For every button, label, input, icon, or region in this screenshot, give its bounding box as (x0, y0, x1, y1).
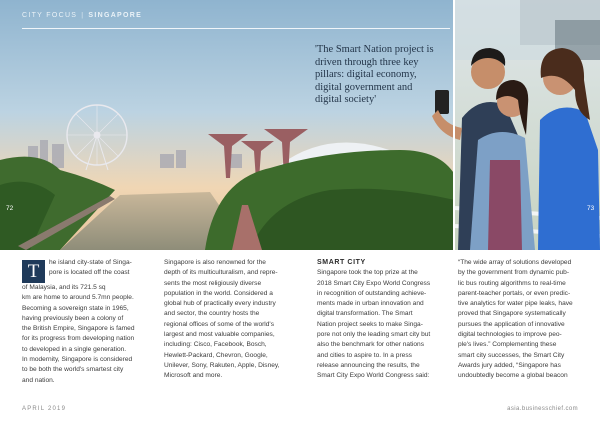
dropcap: T (22, 260, 45, 283)
text-line: pore not only the leading smart city but (317, 331, 431, 339)
text-line: Microsoft and more. (164, 372, 223, 380)
article-column-4 (458, 258, 583, 382)
text-line: by the government from dynamic pub- (458, 269, 570, 277)
text-line: global hub of practically every industry (164, 300, 276, 308)
text-line: Awards jury added, “Singapore has (458, 361, 561, 369)
text-line: population in the world. Considered a (164, 289, 273, 297)
text-line: depth of its multiculturalism, and repre- (164, 269, 278, 277)
text-line: pore is located off the coast (49, 269, 130, 277)
section-country: SINGAPORE (88, 12, 143, 19)
text-line: Nation project seeks to make Singa- (317, 320, 423, 328)
text-line: km are home to around 5.7mn people. (22, 294, 134, 302)
text-line: Becoming a sovereign state in 1965, (22, 304, 129, 312)
text-line: sents the most religiously diverse (164, 279, 262, 287)
text-line: including: Cisco, Facebook, Bosch, (164, 341, 267, 349)
text-line: lic bus routing algorithms to real-time (458, 279, 566, 287)
text-line: proved that Singapore systematically (458, 310, 566, 318)
text-line: and cities to aspire to. In a press (317, 351, 412, 359)
text-line: and nation. (22, 376, 55, 384)
text-line: ments made in urban innovation and (317, 300, 424, 308)
article-column-3 (317, 258, 442, 382)
text-line: undoubtedly become a global beacon (458, 372, 568, 380)
text-line: “The wide array of solutions developed (458, 259, 572, 266)
text-line: Hewlett-Packard, Chevron, Google, (164, 351, 268, 359)
text-line: Singapore took the top prize at the (317, 269, 418, 277)
page-number-right: 73 (587, 205, 595, 212)
text-line: ple's lives.” Complementing these (458, 341, 557, 349)
pull-quote: 'The Smart Nation project is driven through three key pillars: digital economy, digital government and digital society' (315, 44, 434, 106)
text-line: 2018 Smart City Expo World Congress (317, 279, 431, 287)
section-label (22, 12, 142, 19)
text-line: in recognition of outstanding achieve- (317, 289, 427, 297)
page-number-left: 72 (6, 205, 14, 212)
dropcap-paragraph (22, 258, 147, 283)
text-line: parent-teacher portals, or even predic- (458, 289, 571, 297)
text-line: and sector, the country hosts the (164, 310, 260, 318)
text-line: regional offices of some of the world's (164, 320, 274, 328)
text-line: pursues the application of innovative (458, 320, 565, 328)
text-line: for its progress from developing nation (22, 335, 135, 343)
section-name: CITY FOCUS (22, 12, 78, 19)
website-url: asia.businesschief.com (507, 406, 578, 412)
text-line: to developed in a single generation. (22, 345, 127, 353)
text-line: having previously been a colony of (22, 314, 124, 322)
text-line: Smart City Expo World Congress said: (317, 372, 430, 380)
text-line: the British Empire, Singapore is famed (22, 325, 135, 333)
text-line: In modernity, Singapore is considered (22, 356, 133, 364)
article-column-2 (164, 258, 289, 382)
issue-date: APRIL 2019 (22, 406, 67, 412)
dropcap-lines (49, 258, 147, 279)
subheading: SMART CITY (317, 259, 366, 266)
header-divider (22, 28, 450, 29)
article-column-1 (22, 258, 147, 386)
text-line: release announcing the results, the (317, 361, 420, 369)
text-line: smart city successes, the Smart City (458, 351, 565, 359)
text-line: to be both the world's smartest city (22, 366, 124, 374)
text-line: Unilever, Sony, Rakuten, Apple, Disney, (164, 361, 280, 369)
text-line: tive analytics for water pipe leaks, have (458, 300, 573, 308)
text-line: Singapore is also renowned for the (164, 259, 266, 266)
text-line: also the benchmark for other nations (317, 341, 425, 349)
section-separator: | (81, 12, 85, 19)
text-line: he island city-state of Singa- (49, 259, 132, 266)
text-line: digital transformation. The Smart (317, 310, 413, 318)
text-line: of Malaysia, and its 721.5 sq (22, 284, 106, 291)
text-line: digital technologies to improve peo- (458, 331, 562, 339)
text-line: largest and most valuable companies, (164, 331, 275, 339)
